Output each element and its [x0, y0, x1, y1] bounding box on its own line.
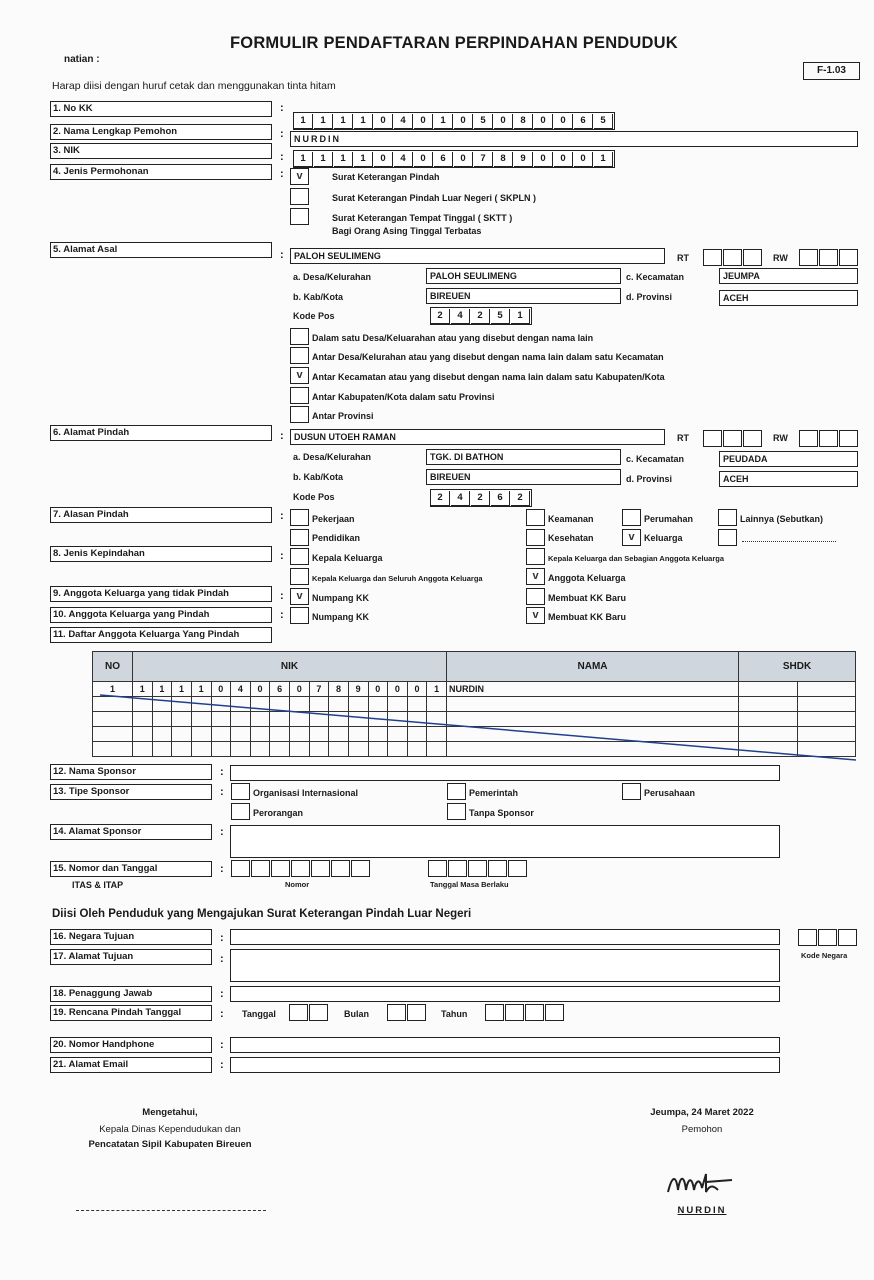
alamat-sponsor-field[interactable]	[230, 825, 780, 858]
label-anggota-tidak-pindah: 9. Anggota Keluarga yang tidak Pindah	[50, 586, 272, 602]
kodepos-label: Kode Pos	[293, 492, 335, 502]
kab-label: b. Kab/Kota	[293, 472, 344, 482]
nik-digits[interactable]: 1 1 1 1 0 4 0 6 0 7 8 9 0 0 0 1	[293, 150, 615, 168]
checkbox-lainnya-2[interactable]	[718, 529, 737, 546]
desa-field[interactable]: TGK. DI BATHON	[426, 449, 621, 465]
sign-left-line	[76, 1210, 266, 1211]
nomor-boxes[interactable]	[231, 860, 371, 877]
cancel-line	[92, 690, 858, 765]
checkbox-pemerintah[interactable]	[447, 783, 466, 800]
signature-image	[662, 1166, 758, 1202]
desa-label: a. Desa/Kelurahan	[293, 452, 372, 462]
colon: :	[220, 988, 224, 1000]
colon: :	[280, 168, 284, 180]
option-numpang-kk-9: Numpang KK	[312, 593, 369, 603]
kodepos-pindah[interactable]: 2 4 2 6 2	[430, 489, 532, 507]
kec-label: c. Kecamatan	[626, 272, 685, 282]
checkbox-perumahan[interactable]	[622, 509, 641, 526]
email-field[interactable]	[230, 1057, 780, 1073]
bulan-label: Bulan	[344, 1009, 370, 1019]
nama-sponsor-field[interactable]	[230, 765, 780, 781]
label-alamat-asal: 5. Alamat Asal	[50, 242, 272, 258]
label-alamat-tujuan: 17. Alamat Tujuan	[50, 949, 212, 965]
kec-label: c. Kecamatan	[626, 454, 685, 464]
desa-field[interactable]: PALOH SEULIMENG	[426, 268, 621, 284]
colon: :	[280, 430, 284, 442]
sign-name: NURDIN	[677, 1205, 727, 1216]
option-pemerintah: Pemerintah	[469, 788, 519, 798]
prov-label: d. Provinsi	[626, 292, 673, 302]
nama-field[interactable]: NURDIN	[290, 131, 858, 147]
option-numpang-kk-10: Numpang KK	[312, 612, 369, 622]
col-shdk: SHDK	[739, 652, 856, 682]
label-rencana-pindah: 19. Rencana Pindah Tanggal	[50, 1005, 212, 1021]
sign-left-2: Kepala Dinas Kependudukan dan	[99, 1124, 241, 1135]
col-no: NO	[93, 652, 133, 682]
alamat-tujuan-field[interactable]	[230, 949, 780, 982]
label-alamat-sponsor: 14. Alamat Sponsor	[50, 824, 212, 840]
col-nik: NIK	[133, 652, 447, 682]
label-penanggung-jawab: 18. Penaggung Jawab	[50, 986, 212, 1002]
prov-field[interactable]: ACEH	[719, 290, 858, 306]
colon: :	[280, 550, 284, 562]
option-kk-baru-10: Membuat KK Baru	[548, 612, 627, 622]
kec-field[interactable]: JEUMPA	[719, 268, 858, 284]
checkbox-kesehatan[interactable]	[526, 529, 545, 546]
colon: :	[280, 128, 284, 140]
label-nomor-hp: 20. Nomor Handphone	[50, 1037, 212, 1053]
kab-label: b. Kab/Kota	[293, 292, 344, 302]
option-kepala-keluarga: Kepala Keluarga	[312, 553, 383, 563]
form-title: FORMULIR PENDAFTARAN PERPINDAHAN PENDUDUK	[230, 34, 678, 52]
option-kk-baru-9: Membuat KK Baru	[548, 593, 627, 603]
form-note: Harap diisi dengan huruf cetak dan menggunakan tinta hitam	[52, 80, 336, 92]
move-option-1: Dalam satu Desa/Keluarahan atau yang disebut dengan nama lain	[312, 333, 594, 343]
option-kesehatan: Kesehatan	[548, 533, 594, 543]
form-code: F-1.03	[803, 62, 860, 80]
colon: :	[220, 932, 224, 944]
option-pendidikan: Pendidikan	[312, 533, 361, 543]
desa-label: a. Desa/Kelurahan	[293, 272, 372, 282]
kode-negara-boxes[interactable]	[798, 929, 858, 946]
label-nama: 2. Nama Lengkap Pemohon	[50, 124, 272, 140]
kec-field[interactable]: PEUDADA	[719, 451, 858, 467]
alamat-pindah-field[interactable]: DUSUN UTOEH RAMAN	[290, 429, 665, 445]
tahun-boxes[interactable]	[485, 1004, 565, 1021]
penanggung-jawab-field[interactable]	[230, 986, 780, 1002]
label-daftar-anggota: 11. Daftar Anggota Keluarga Yang Pindah	[50, 627, 272, 643]
option-skpln: Surat Keterangan Pindah Luar Negeri ( SKPLN )	[332, 193, 537, 203]
checkbox-kepala-keluarga[interactable]	[290, 548, 309, 565]
colon: :	[220, 1059, 224, 1071]
rt-boxes[interactable]	[703, 249, 763, 266]
colon: :	[280, 609, 284, 621]
sign-right-2: Pemohon	[681, 1124, 723, 1135]
checkbox-perorangan[interactable]	[231, 803, 250, 820]
tahun-label: Tahun	[441, 1009, 468, 1019]
colon: :	[280, 102, 284, 114]
checkbox-numpang-kk-10[interactable]	[290, 607, 309, 624]
checkbox-pendidikan[interactable]	[290, 529, 309, 546]
label-tipe-sponsor: 13. Tipe Sponsor	[50, 784, 212, 800]
sign-left-1: Mengetahui,	[142, 1107, 198, 1118]
rt-label: RT	[677, 253, 689, 263]
checkbox-move-4[interactable]	[290, 387, 309, 404]
kodepos-asal[interactable]: 2 4 2 5 1	[430, 307, 532, 325]
note-head: natian :	[64, 54, 100, 65]
rw-label: RW	[773, 253, 788, 263]
rw-boxes[interactable]	[799, 430, 859, 447]
option-skp: Surat Keterangan Pindah	[332, 172, 440, 182]
nomor-label: Nomor	[285, 880, 310, 889]
move-option-2: Antar Desa/Kelurahan atau yang disebut dengan nama lain dalam satu Kecamatan	[312, 352, 664, 362]
kodepos-label: Kode Pos	[293, 311, 335, 321]
checkbox-keluarga[interactable]: v	[622, 529, 641, 546]
checkbox-sktt[interactable]	[290, 208, 309, 225]
prov-label: d. Provinsi	[626, 474, 673, 484]
rw-label: RW	[773, 433, 788, 443]
option-perorangan: Perorangan	[253, 808, 304, 818]
checkbox-perusahaan[interactable]	[622, 783, 641, 800]
table-row[interactable]: 1 1 1 1 1 0 4 0 6 0 7 8 9 0 0 0 1 NURDIN	[93, 682, 856, 697]
checkbox-pekerjaan[interactable]	[290, 509, 309, 526]
option-kk-seluruh: Kepala Keluarga dan Seluruh Anggota Keluarga	[312, 574, 483, 583]
label-jenis-kepindahan: 8. Jenis Kepindahan	[50, 546, 272, 562]
kab-field[interactable]: BIREUEN	[426, 288, 621, 304]
sign-left-3: Pencatatan Sipil Kabupaten Bireuen	[88, 1139, 252, 1150]
checkbox-move-1[interactable]	[290, 328, 309, 345]
kode-negara-label: Kode Negara	[801, 951, 848, 960]
checkbox-numpang-kk-9[interactable]: v	[290, 588, 309, 605]
option-perumahan: Perumahan	[644, 514, 694, 524]
no-kk-digits[interactable]: 1 1 1 1 0 4 0 1 0 5 0 8 0 0 6 5	[293, 112, 615, 130]
option-keamanan: Keamanan	[548, 514, 594, 524]
checkbox-move-5[interactable]	[290, 406, 309, 423]
section-title: Diisi Oleh Penduduk yang Mengajukan Surat Keterangan Pindah Luar Negeri	[52, 908, 472, 920]
colon: :	[280, 249, 284, 261]
option-tanpa-sponsor: Tanpa Sponsor	[469, 808, 534, 818]
option-perusahaan: Perusahaan	[644, 788, 696, 798]
checkbox-kk-seluruh[interactable]	[290, 568, 309, 585]
checkbox-tanpa-sponsor[interactable]	[447, 803, 466, 820]
colon: :	[280, 590, 284, 602]
option-anggota-keluarga: Anggota Keluarga	[548, 573, 626, 583]
option-lainnya: Lainnya (Sebutkan)	[740, 514, 824, 524]
checkbox-kk-baru-9[interactable]	[526, 588, 545, 605]
label-jenis-permohonan: 4. Jenis Permohonan	[50, 164, 272, 180]
checkbox-anggota-keluarga[interactable]: v	[526, 568, 545, 585]
checkbox-move-2[interactable]	[290, 347, 309, 364]
checkbox-move-3[interactable]: v	[290, 367, 309, 384]
bulan-boxes[interactable]	[387, 1004, 427, 1021]
rt-label: RT	[677, 433, 689, 443]
colon: :	[220, 786, 224, 798]
kab-field[interactable]: BIREUEN	[426, 469, 621, 485]
colon: :	[220, 863, 224, 875]
colon: :	[220, 1008, 224, 1020]
label-email: 21. Alamat Email	[50, 1057, 212, 1073]
lainnya-line[interactable]	[742, 541, 836, 542]
label-anggota-pindah: 10. Anggota Keluarga yang Pindah	[50, 607, 272, 623]
checkbox-org-internasional[interactable]	[231, 783, 250, 800]
move-option-4: Antar Kabupaten/Kota dalam satu Provinsi	[312, 392, 495, 402]
option-pekerjaan: Pekerjaan	[312, 514, 355, 524]
option-org-internasional: Organisasi Internasional	[253, 788, 359, 798]
move-option-3: Antar Kecamatan atau yang disebut dengan nama lain dalam satu Kabupaten/Kota	[312, 372, 665, 382]
rw-boxes[interactable]	[799, 249, 859, 266]
tanggal-label: Tanggal	[242, 1009, 276, 1019]
option-kk-sebagian: Kepala Keluarga dan Sebagian Anggota Keluarga	[548, 554, 725, 563]
colon: :	[220, 766, 224, 778]
checkbox-kk-baru-10[interactable]: v	[526, 607, 545, 624]
label-itas-itap-2: ITAS & ITAP	[72, 880, 124, 890]
tgl-berlaku-label: Tanggal Masa Berlaku	[430, 880, 509, 889]
alamat-asal-field[interactable]: PALOH SEULIMENG	[290, 248, 665, 264]
sign-right-1: Jeumpa, 24 Maret 2022	[650, 1107, 754, 1118]
option-sktt: Surat Keterangan Tempat Tinggal ( SKTT )	[332, 213, 513, 223]
col-nama: NAMA	[447, 652, 739, 682]
checkbox-keamanan[interactable]	[526, 509, 545, 526]
prov-field[interactable]: ACEH	[719, 471, 858, 487]
tanggal-boxes[interactable]	[289, 1004, 329, 1021]
label-alamat-pindah: 6. Alamat Pindah	[50, 425, 272, 441]
label-nik: 3. NIK	[50, 143, 272, 159]
colon: :	[220, 826, 224, 838]
nomor-hp-field[interactable]	[230, 1037, 780, 1053]
colon: :	[280, 151, 284, 163]
colon: :	[280, 510, 284, 522]
tgl-berlaku-boxes[interactable]	[428, 860, 528, 877]
label-nama-sponsor: 12. Nama Sponsor	[50, 764, 212, 780]
label-alasan-pindah: 7. Alasan Pindah	[50, 507, 272, 523]
label-itas-itap: 15. Nomor dan Tanggal	[50, 861, 212, 877]
colon: :	[220, 1039, 224, 1051]
rt-boxes[interactable]	[703, 430, 763, 447]
option-sktt-sub: Bagi Orang Asing Tinggal Terbatas	[332, 226, 482, 236]
checkbox-kk-sebagian[interactable]	[526, 548, 545, 565]
checkbox-skp[interactable]: v	[290, 168, 309, 185]
negara-tujuan-field[interactable]	[230, 929, 780, 945]
colon: :	[220, 953, 224, 965]
label-negara-tujuan: 16. Negara Tujuan	[50, 929, 212, 945]
checkbox-lainnya[interactable]	[718, 509, 737, 526]
checkbox-skpln[interactable]	[290, 188, 309, 205]
option-keluarga: Keluarga	[644, 533, 683, 543]
move-option-5: Antar Provinsi	[312, 411, 374, 421]
label-no-kk: 1. No KK	[50, 101, 272, 117]
